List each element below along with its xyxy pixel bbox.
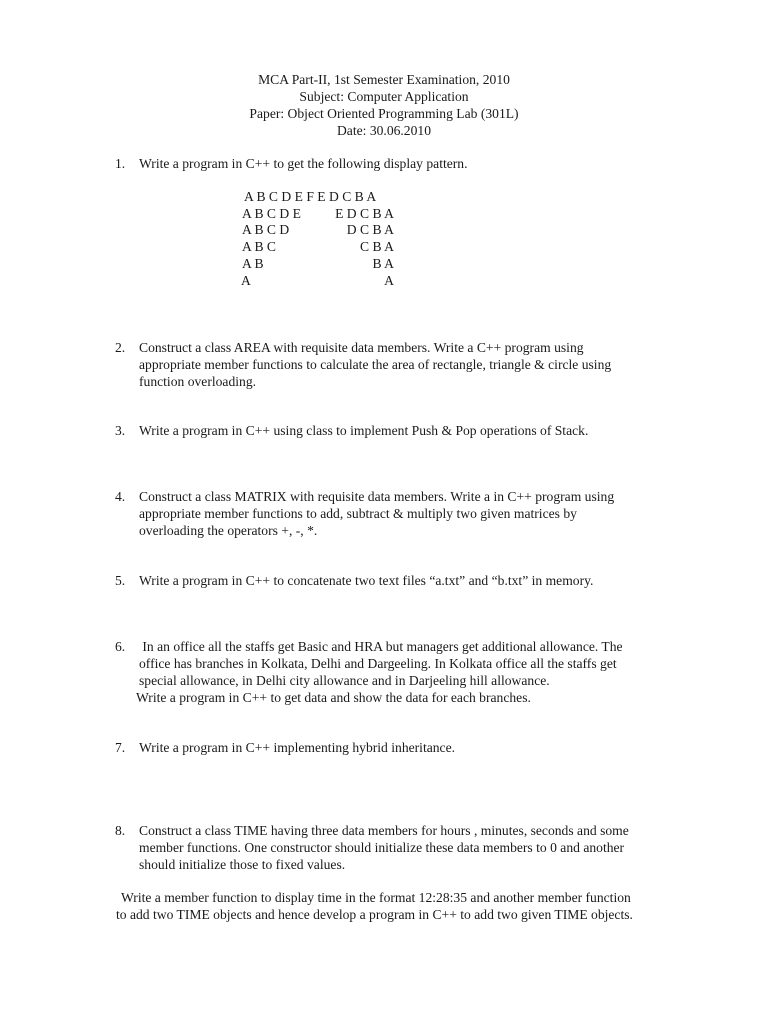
exam-subject: Subject: Computer Application <box>299 89 469 104</box>
pattern-row <box>0 221 768 238</box>
pattern-row-right: A <box>384 273 394 288</box>
pattern-row <box>0 272 768 289</box>
question-line: overloading the operators +, -, *. <box>139 523 318 538</box>
pattern-row-right: B A <box>372 256 394 271</box>
question-line: function overloading. <box>139 374 257 389</box>
question-line: In an office all the staffs get Basic and HRA but managers get additional allowance. The <box>139 639 623 654</box>
question-line: special allowance, in Delhi city allowance and in Darjeeling hill allowance. <box>139 673 550 688</box>
pattern-row-left: A B <box>242 256 264 271</box>
question-2 <box>115 339 695 390</box>
pattern-row-right: E D C B A <box>335 206 394 221</box>
question-8-para-line: to add two TIME objects and hence develop a program in C++ to add two given TIME objects. <box>116 907 633 922</box>
question-line: appropriate member functions to add, subtract & multiply two given matrices by <box>139 506 577 521</box>
question-number: 8. <box>115 823 126 838</box>
pattern-row-left: A <box>241 273 251 288</box>
question-number: 4. <box>115 489 126 504</box>
question-3 <box>115 422 695 439</box>
pattern-row-right: C B A <box>360 239 394 254</box>
pattern-row-right: D C B A <box>346 222 394 237</box>
question-number: 3. <box>115 423 126 438</box>
question-6 <box>115 638 695 689</box>
exam-title: MCA Part-II, 1st Semester Examination, 2010 <box>258 72 510 87</box>
question-text: Write a program in C++ implementing hybrid inheritance. <box>139 740 456 755</box>
question-line: should initialize those to fixed values. <box>139 857 346 872</box>
pattern-row-left: A B C <box>242 239 276 254</box>
pattern-row <box>0 188 768 205</box>
pattern-row <box>0 238 768 255</box>
question-8-para-line: Write a member function to display time in the format 12:28:35 and another member function <box>121 890 631 905</box>
question-text: Write a program in C++ to get the following display pattern. <box>139 156 468 171</box>
question-1 <box>115 155 695 172</box>
question-text: Write a program in C++ to concatenate two text files “a.txt” and “b.txt” in memory. <box>139 573 594 588</box>
question-number: 2. <box>115 340 126 355</box>
question-number: 5. <box>115 573 126 588</box>
question-4 <box>115 488 695 539</box>
question-5 <box>115 572 695 589</box>
question-8 <box>115 822 695 873</box>
question-line: appropriate member functions to calculate the area of rectangle, triangle & circle using <box>139 357 612 372</box>
question-line: Construct a class MATRIX with requisite data members. Write a in C++ program using <box>139 489 615 504</box>
question-6-extra: Write a program in C++ to get data and show the data for each branches. <box>136 690 531 705</box>
question-line: Construct a class AREA with requisite data members. Write a C++ program using <box>139 340 584 355</box>
pattern-row-left: A B C D E <box>242 206 301 221</box>
exam-header <box>0 71 768 139</box>
question-7 <box>115 739 695 756</box>
pattern-row-left: A B C D <box>242 222 290 237</box>
question-line: office has branches in Kolkata, Delhi and Dargeeling. In Kolkata office all the staffs get <box>139 656 617 671</box>
question-text: Write a program in C++ using class to implement Push & Pop operations of Stack. <box>139 423 589 438</box>
question-number: 6. <box>115 639 126 654</box>
pattern-row <box>0 205 768 222</box>
question-number: 1. <box>115 156 126 171</box>
exam-paper: Paper: Object Oriented Programming Lab (301L) <box>249 106 519 121</box>
pattern-row <box>0 255 768 272</box>
pattern-row-left: A B C D E F E D C B A <box>244 189 377 204</box>
exam-date: Date: 30.06.2010 <box>336 123 431 138</box>
question-line: Construct a class TIME having three data members for hours , minutes, seconds and some <box>139 823 629 838</box>
question-line: member functions. One constructor should initialize these data members to 0 and another <box>139 840 625 855</box>
question-number: 7. <box>115 740 126 755</box>
